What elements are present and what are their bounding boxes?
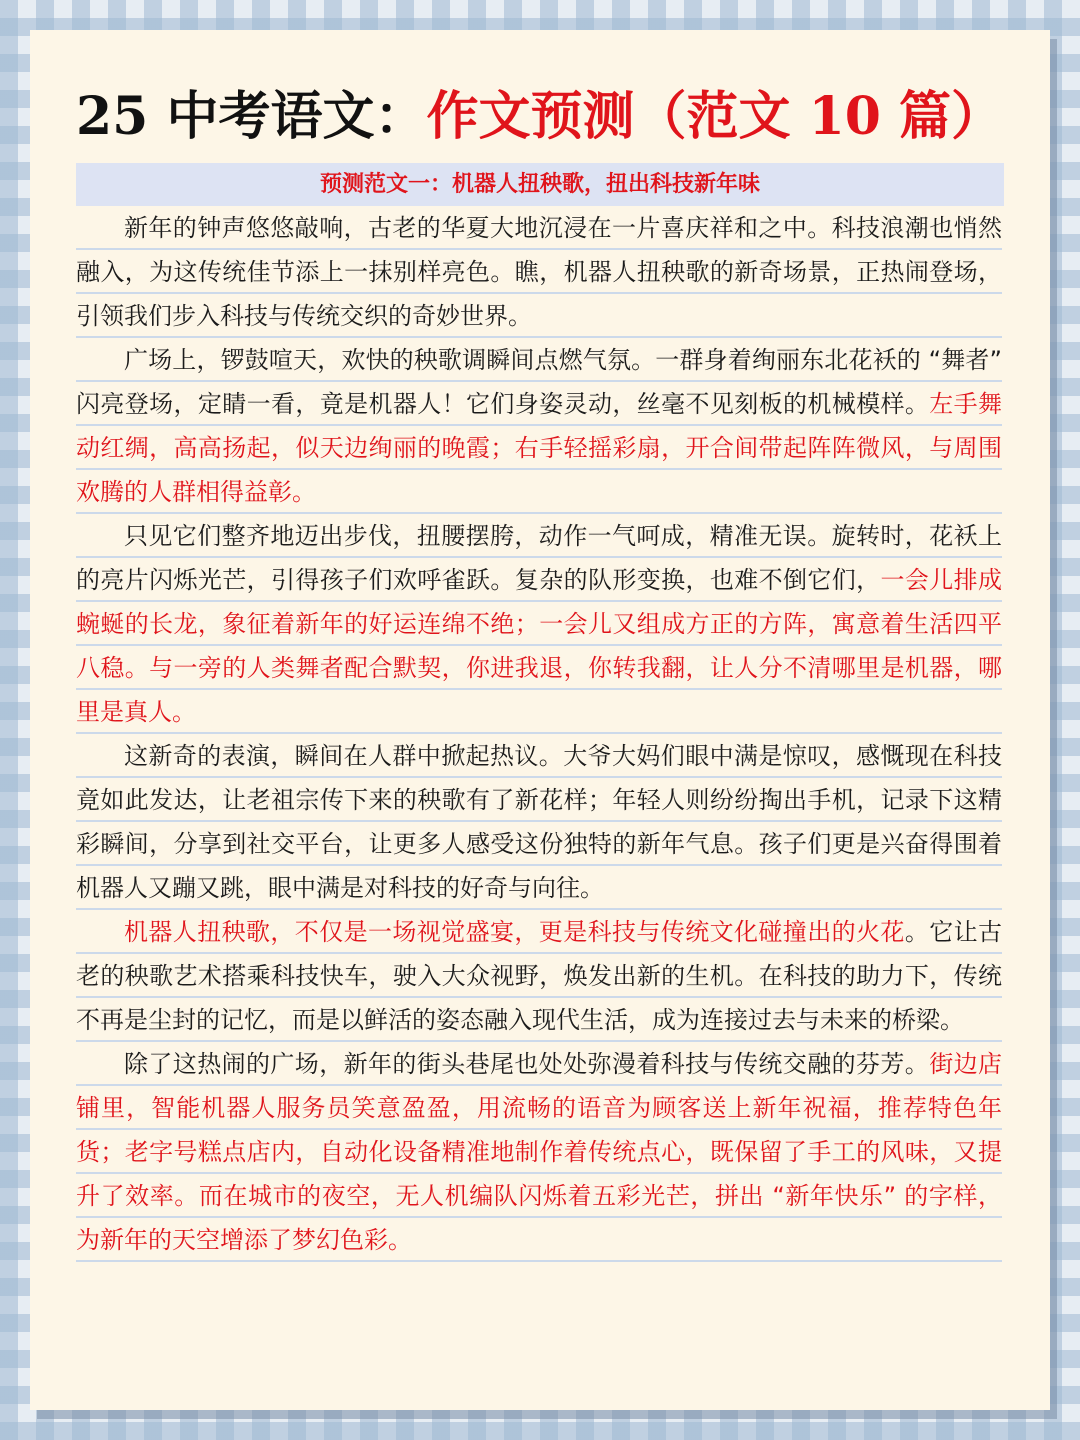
paragraph-text: 只见它们整齐地迈出步伐，扭腰摆胯，动作一气呵成，精准无误。旋转时，花袄上的亮片闪烁光芒，引得孩子们欢呼雀跃。复杂的队形变换，也难不倒它们，: [76, 522, 1002, 594]
paragraph-text: 除了这热闹的广场，新年的街头巷尾也处处弥漫着科技与传统交融的芬芳。: [124, 1050, 930, 1078]
paragraph: [76, 514, 1002, 734]
highlighted-text: 机器人扭秧歌，不仅是一场视觉盛宴，更是科技与传统文化碰撞出的火花: [124, 918, 905, 946]
paragraph: [76, 1042, 1002, 1262]
paragraph: [76, 734, 1002, 910]
page-title: [76, 84, 1036, 164]
paragraph-text: 广场上，锣鼓喧天，欢快的秧歌调瞬间点燃气氛。一群身着绚丽东北花袄的 “舞者” 闪亮登场，定睛一看，竟是机器人！它们身姿灵动，丝毫不见刻板的机械模样。: [76, 346, 1002, 418]
highlighted-text: 一会儿排成蜿蜒的长龙，象征着新年的好运连绵不绝；一会儿又组成方正的方阵，寓意着生活四平八稳。与一旁的人类舞者配合默契，你进我退，你转我翻，让人分不清哪里是机器，哪里是真人。: [76, 566, 1002, 726]
paragraph: [76, 338, 1002, 514]
paragraph: [76, 206, 1002, 338]
essay-subtitle: 预测范文一：机器人扭秧歌，扭出科技新年味: [76, 163, 1004, 206]
essay-body: [76, 206, 1002, 1262]
highlighted-text: 左手舞动红绸，高高扬起，似天边绚丽的晚霞；右手轻摇彩扇，开合间带起阵阵微风，与周围欢腾的人群相得益彰。: [76, 390, 1003, 506]
title-highlight: 作文预测（范文 10 篇）: [426, 86, 1004, 147]
highlighted-text: 街边店铺里，智能机器人服务员笑意盈盈，用流畅的语音为顾客送上新年祝福，推荐特色年货；老字号糕点店内，自动化设备精准地制作着传统点心，既保留了手工的风味，又提升了效率。而在城市的夜空，无人机编队闪烁着五彩光芒，拼出 “新年快乐” 的字样，为新年的天空增添了梦幻色彩。: [76, 1050, 1003, 1254]
paragraph-text: 。它让古老的秧歌艺术搭乘科技快车，驶入大众视野，焕发出新的生机。在科技的助力下，传统不再是尘封的记忆，而是以鲜活的姿态融入现代生活，成为连接过去与未来的桥梁。: [76, 918, 1003, 1034]
title-prefix: 25 中考语文：: [76, 86, 427, 147]
paragraph-text: 这新奇的表演，瞬间在人群中掀起热议。大爷大妈们眼中满是惊叹，感慨现在科技竟如此发达，让老祖宗传下来的秧歌有了新花样；年轻人则纷纷掏出手机，记录下这精彩瞬间，分享到社交平台，让更多人感受这份独特的新年气息。孩子们更是兴奋得围着机器人又蹦又跳，眼中满是对科技的好奇与向往。: [76, 742, 1002, 902]
paragraph: [76, 910, 1002, 1042]
paragraph-text: 新年的钟声悠悠敲响，古老的华夏大地沉浸在一片喜庆祥和之中。科技浪潮也悄然融入，为这传统佳节添上一抹别样亮色。瞧，机器人扭秧歌的新奇场景，正热闹登场，引领我们步入科技与传统交织的奇妙世界。: [76, 214, 1002, 330]
